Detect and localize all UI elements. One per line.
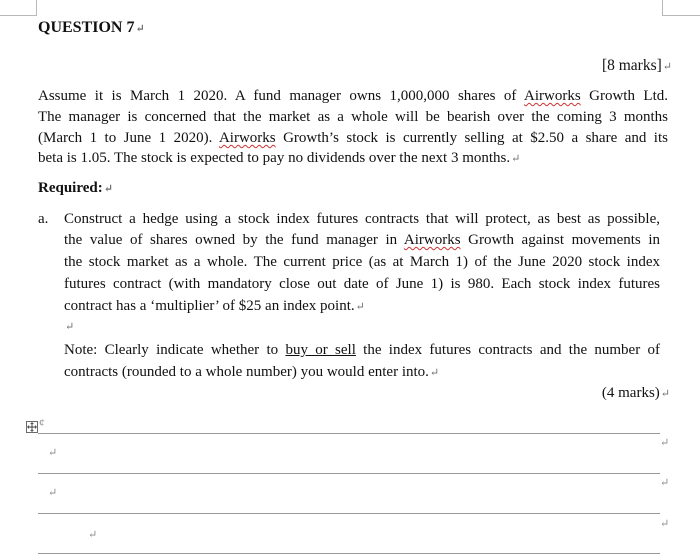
note-line-2 bbox=[64, 364, 660, 381]
note-line-2-text: contracts (rounded to a whole number) you would enter into. bbox=[64, 364, 429, 380]
part-a-label: a. bbox=[38, 211, 49, 227]
crop-mark-top-left-vertical bbox=[36, 0, 37, 16]
part-a-line-1-text: Construct a hedge using a stock index futures contracts that will protect, as best as possible, bbox=[64, 211, 660, 227]
answer-line-2 bbox=[38, 473, 660, 474]
paragraph-mark: ↵ bbox=[355, 301, 365, 313]
paragraph-line-2 bbox=[38, 109, 668, 126]
paragraph-mark: ↵ bbox=[429, 367, 440, 379]
question-title bbox=[38, 19, 145, 37]
cell-end-mark: ¢ bbox=[39, 417, 45, 429]
paragraph-line-3 bbox=[38, 130, 668, 147]
note-line-1 bbox=[64, 342, 660, 359]
answer-row-2-mark: ↵ bbox=[48, 487, 58, 499]
crop-mark-top-right-horizontal bbox=[662, 15, 700, 16]
part-a-line-2 bbox=[64, 232, 660, 249]
part-a-line-5 bbox=[64, 298, 660, 315]
part-a-marks-text: (4 marks) bbox=[601, 385, 660, 401]
question-marks bbox=[602, 57, 672, 75]
table-move-handle-icon[interactable] bbox=[26, 421, 38, 433]
answer-line-4 bbox=[38, 553, 660, 554]
company-name-spellcheck: Airworks bbox=[403, 232, 461, 248]
row-end-mark: ↵ bbox=[660, 477, 670, 489]
required-heading-text: Required: bbox=[38, 180, 103, 196]
paragraph-line-4-text: beta is 1.05. The stock is expected to pay no dividends over the next 3 months. bbox=[38, 150, 511, 166]
part-a-line-2-tail: Growth against movements in bbox=[460, 232, 661, 248]
paragraph-mark: ↵ bbox=[65, 321, 75, 333]
paragraph-line-4 bbox=[38, 150, 668, 167]
paragraph-line-1-tail: Growth Ltd. bbox=[580, 88, 668, 104]
part-a-line-3 bbox=[64, 254, 660, 271]
company-name-spellcheck: Airworks bbox=[218, 130, 276, 146]
paragraph-mark: ↵ bbox=[511, 153, 521, 165]
paragraph-mark: ↵ bbox=[662, 61, 672, 73]
note-start-text: Note: Clearly indicate whether to bbox=[64, 342, 286, 358]
required-heading bbox=[38, 180, 113, 197]
answer-line-1 bbox=[38, 433, 660, 434]
row-end-mark: ↵ bbox=[660, 518, 670, 530]
paragraph-line-3-tail: Growth’s stock is currently selling at $2.50 a share and its bbox=[275, 130, 668, 146]
question-title-text: QUESTION 7 bbox=[38, 19, 135, 36]
part-a-line-5-text: contract has a ‘multiplier’ of $25 an index point. bbox=[64, 298, 355, 314]
crop-mark-top-left-horizontal bbox=[0, 15, 36, 16]
paragraph-mark: ↵ bbox=[103, 183, 113, 195]
part-a-line-3-text: the stock market as a whole. The current price (as at March 1) of the June 2020 stock index bbox=[64, 254, 660, 270]
part-a-line-4-text: futures contract (with mandatory close out date of June 1) is 980. Each stock index futures bbox=[64, 276, 660, 292]
crop-mark-top-right-vertical bbox=[662, 0, 663, 16]
answer-line-3 bbox=[38, 513, 660, 514]
note-end-text: the index futures contracts and the number of bbox=[355, 342, 661, 358]
paragraph-line-2-text: The manager is concerned that the market as a whole will be bearish over the coming 3 months bbox=[38, 109, 668, 125]
question-marks-text: [8 marks] bbox=[601, 57, 662, 74]
paragraph-mark: ↵ bbox=[135, 23, 145, 35]
note-buy-or-sell: buy or sell bbox=[285, 342, 356, 358]
paragraph-line-1-text: Assume it is March 1 2020. A fund manager owns 1,000,000 shares of bbox=[38, 88, 525, 104]
answer-row-3-mark: ↵ bbox=[88, 529, 98, 541]
part-a-line-1 bbox=[64, 211, 660, 228]
company-name-spellcheck: Airworks bbox=[524, 88, 581, 104]
empty-paragraph bbox=[64, 318, 74, 335]
paragraph-mark: ↵ bbox=[660, 388, 670, 400]
part-a-line-4 bbox=[64, 276, 660, 293]
paragraph-line-1 bbox=[38, 88, 668, 105]
part-a-marks bbox=[602, 385, 670, 402]
row-end-mark: ↵ bbox=[660, 437, 670, 449]
paragraph-line-3-text: (March 1 to June 1 2020). bbox=[38, 130, 219, 146]
answer-row-1-mark: ↵ bbox=[48, 447, 58, 459]
part-a-line-2-text: the value of shares owned by the fund manager in bbox=[64, 232, 404, 248]
